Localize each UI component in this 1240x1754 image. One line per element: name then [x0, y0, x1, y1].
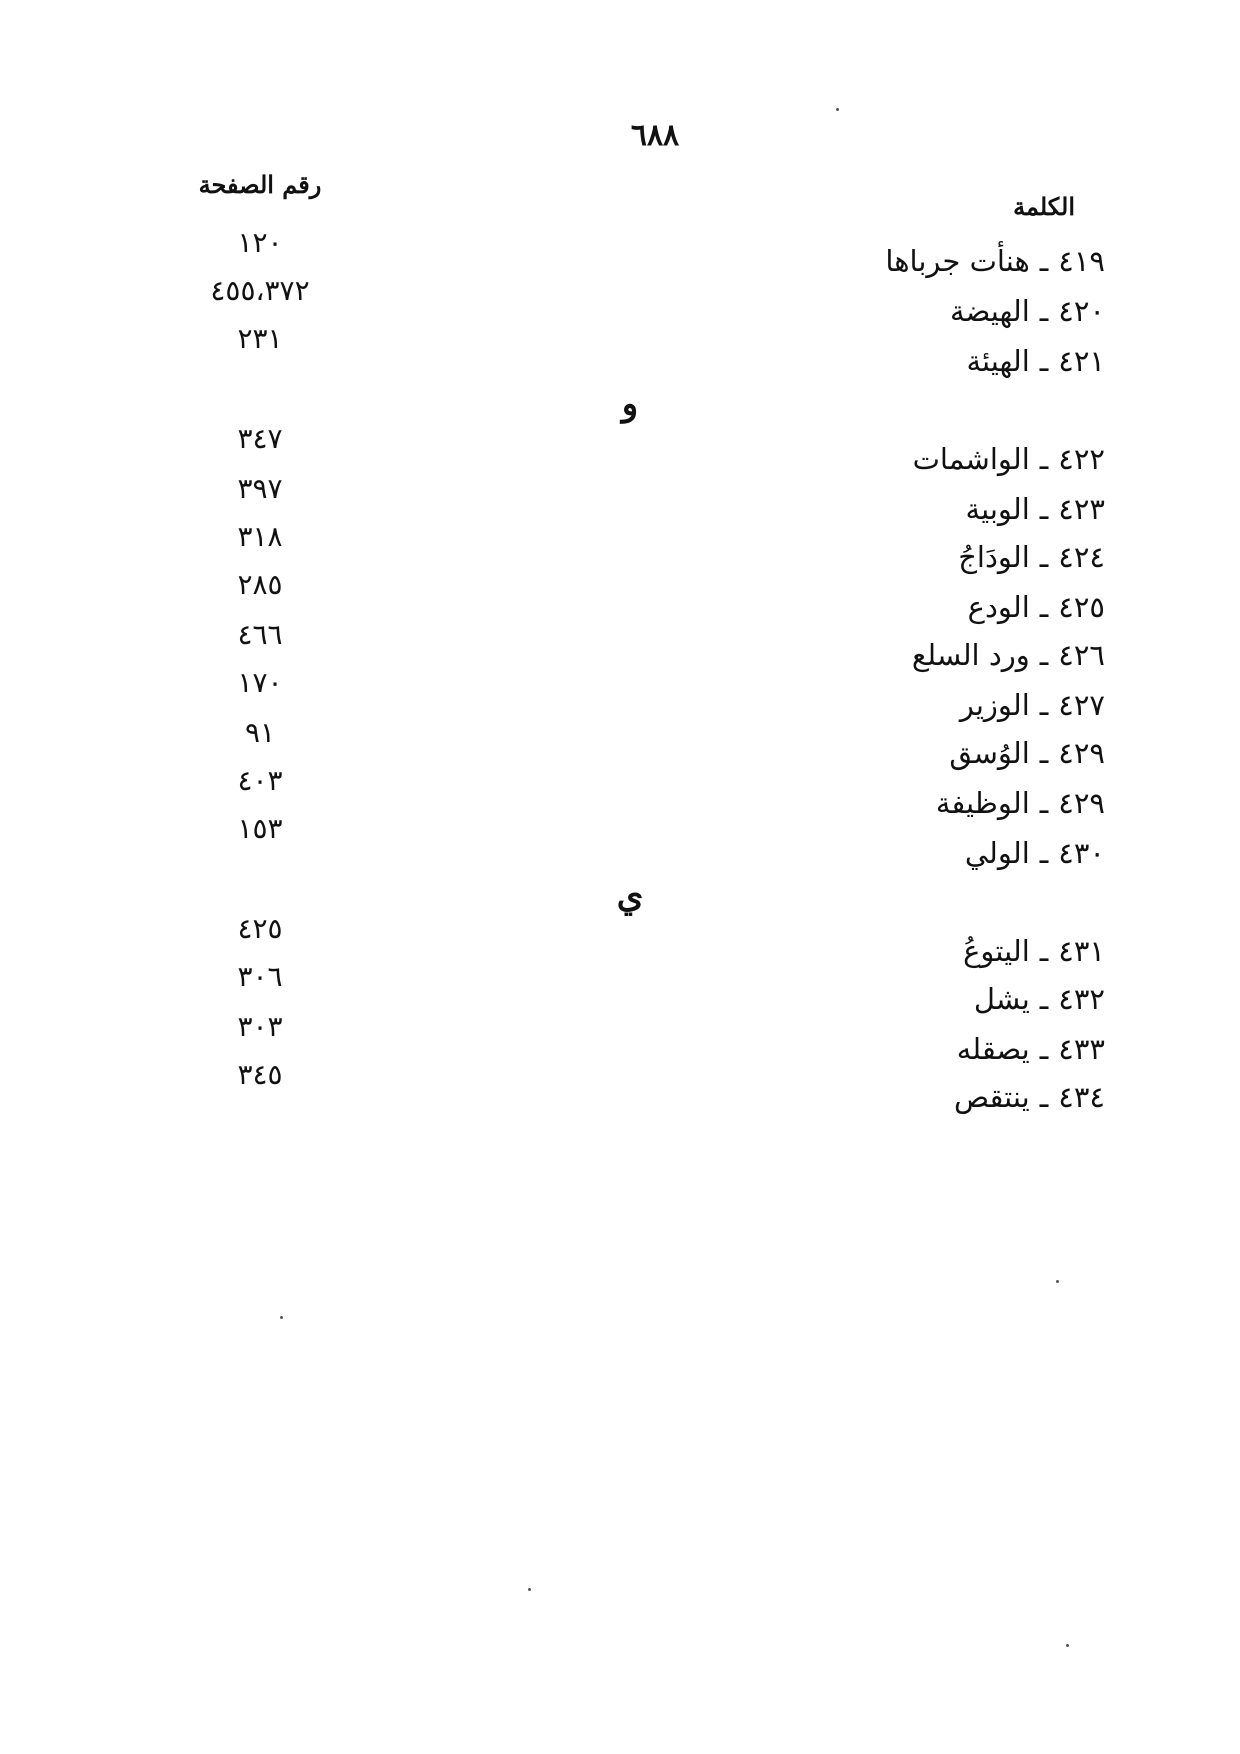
entry-number: ٤٢٣ — [1058, 492, 1105, 526]
page-ref: ١٧٠ — [237, 666, 283, 699]
index-entry: ٤٢١ـالهيئة — [966, 344, 1105, 378]
entry-number: ٤٢٥ — [1058, 590, 1105, 624]
page-ref: ٣٠٦ — [237, 960, 283, 993]
entry-number: ٤٣٤ — [1058, 1080, 1105, 1114]
scan-speck — [836, 108, 839, 111]
index-entry: ٤٢٦ـورد السلع — [911, 638, 1105, 672]
entry-number: ٤١٩ — [1058, 244, 1105, 278]
section-letter: و — [621, 384, 639, 424]
index-entry: ٤٢٣ـالوبية — [965, 492, 1105, 526]
page-ref: ٣٩٧ — [237, 472, 283, 505]
entry-word: الوزير — [959, 688, 1030, 722]
entry-word: الوظيفة — [935, 786, 1030, 820]
page-ref: ٣١٨ — [237, 520, 283, 553]
page-ref: ٤٥٥،٣٧٢ — [210, 274, 310, 307]
scan-speck — [1066, 1644, 1069, 1647]
index-entry: ٤٢٩ـالوظيفة — [935, 786, 1105, 820]
section-letter: ي — [616, 876, 644, 916]
entry-word: يصقله — [956, 1032, 1030, 1066]
index-entry: ٤٣١ـاليتوعُ — [963, 934, 1105, 968]
scan-speck — [280, 1316, 283, 1319]
page-ref: ١٢٠ — [237, 226, 283, 259]
page-ref: ٣٠٣ — [237, 1010, 283, 1043]
entry-number: ٤٣٠ — [1058, 836, 1105, 870]
entry-number: ٤٢٦ — [1058, 638, 1105, 672]
page-number: ٦٨٨ — [630, 118, 680, 153]
page-ref: ٢٣١ — [237, 322, 283, 355]
entry-number: ٤٢٤ — [1058, 540, 1105, 574]
page-ref: ٣٤٥ — [237, 1058, 283, 1091]
index-entry: ٤١٩ـهنأت جرباها — [885, 244, 1105, 278]
entry-word: ينتقص — [953, 1080, 1030, 1114]
entry-number: ٤٣٢ — [1058, 982, 1105, 1016]
entry-word: اليتوعُ — [963, 934, 1030, 968]
word-column-header: الكلمة — [1013, 192, 1075, 221]
entry-word: الولي — [964, 836, 1030, 870]
index-entry: ٤٢٠ـالهيضة — [950, 294, 1105, 328]
index-entry: ٤٣٣ـيصقله — [956, 1032, 1105, 1066]
scan-speck — [1056, 1280, 1059, 1283]
entry-word: ورد السلع — [911, 638, 1030, 672]
entry-number: ٤٢١ — [1058, 344, 1105, 378]
entry-number: ٤٢٧ — [1058, 688, 1105, 722]
page-ref: ٤٠٣ — [237, 764, 283, 797]
scan-speck — [528, 1588, 531, 1591]
entry-word: الوبية — [965, 492, 1030, 526]
index-entry: ٤٢٢ـالواشمات — [912, 442, 1105, 476]
page-ref: ٣٤٧ — [237, 422, 283, 455]
entry-number: ٤٣١ — [1058, 934, 1105, 968]
page-column-header: رقم الصفحة — [198, 170, 322, 199]
index-entry: ٤٢٩ـالوُسق — [949, 736, 1105, 770]
entry-word: الوُسق — [949, 736, 1030, 770]
index-entry: ٤٢٥ـالودع — [967, 590, 1105, 624]
page-ref: ١٥٣ — [237, 812, 283, 845]
entry-word: الهيضة — [950, 294, 1030, 328]
entry-number: ٤٢٩ — [1058, 736, 1105, 770]
index-entry: ٤٣٤ـينتقص — [953, 1080, 1105, 1114]
page-ref: ٢٨٥ — [237, 568, 283, 601]
entry-word: يشل — [973, 982, 1030, 1016]
page-ref: ٤٢٥ — [237, 912, 283, 945]
index-entry: ٤٢٤ـالودَاجُ — [958, 540, 1105, 574]
index-entry: ٤٣٢ـيشل — [973, 982, 1105, 1016]
entry-number: ٤٢٠ — [1058, 294, 1105, 328]
entry-number: ٤٢٢ — [1058, 442, 1105, 476]
entry-word: الودَاجُ — [958, 540, 1030, 574]
entry-word: الودع — [967, 590, 1030, 624]
entry-number: ٤٢٩ — [1058, 786, 1105, 820]
index-entry: ٤٣٠ـالولي — [964, 836, 1105, 870]
page-ref: ٩١ — [244, 716, 276, 749]
entry-word: الواشمات — [912, 442, 1030, 476]
entry-number: ٤٣٣ — [1058, 1032, 1105, 1066]
entry-word: هنأت جرباها — [885, 244, 1030, 278]
entry-word: الهيئة — [966, 344, 1030, 378]
page-ref: ٤٦٦ — [237, 618, 283, 651]
index-entry: ٤٢٧ـالوزير — [959, 688, 1105, 722]
